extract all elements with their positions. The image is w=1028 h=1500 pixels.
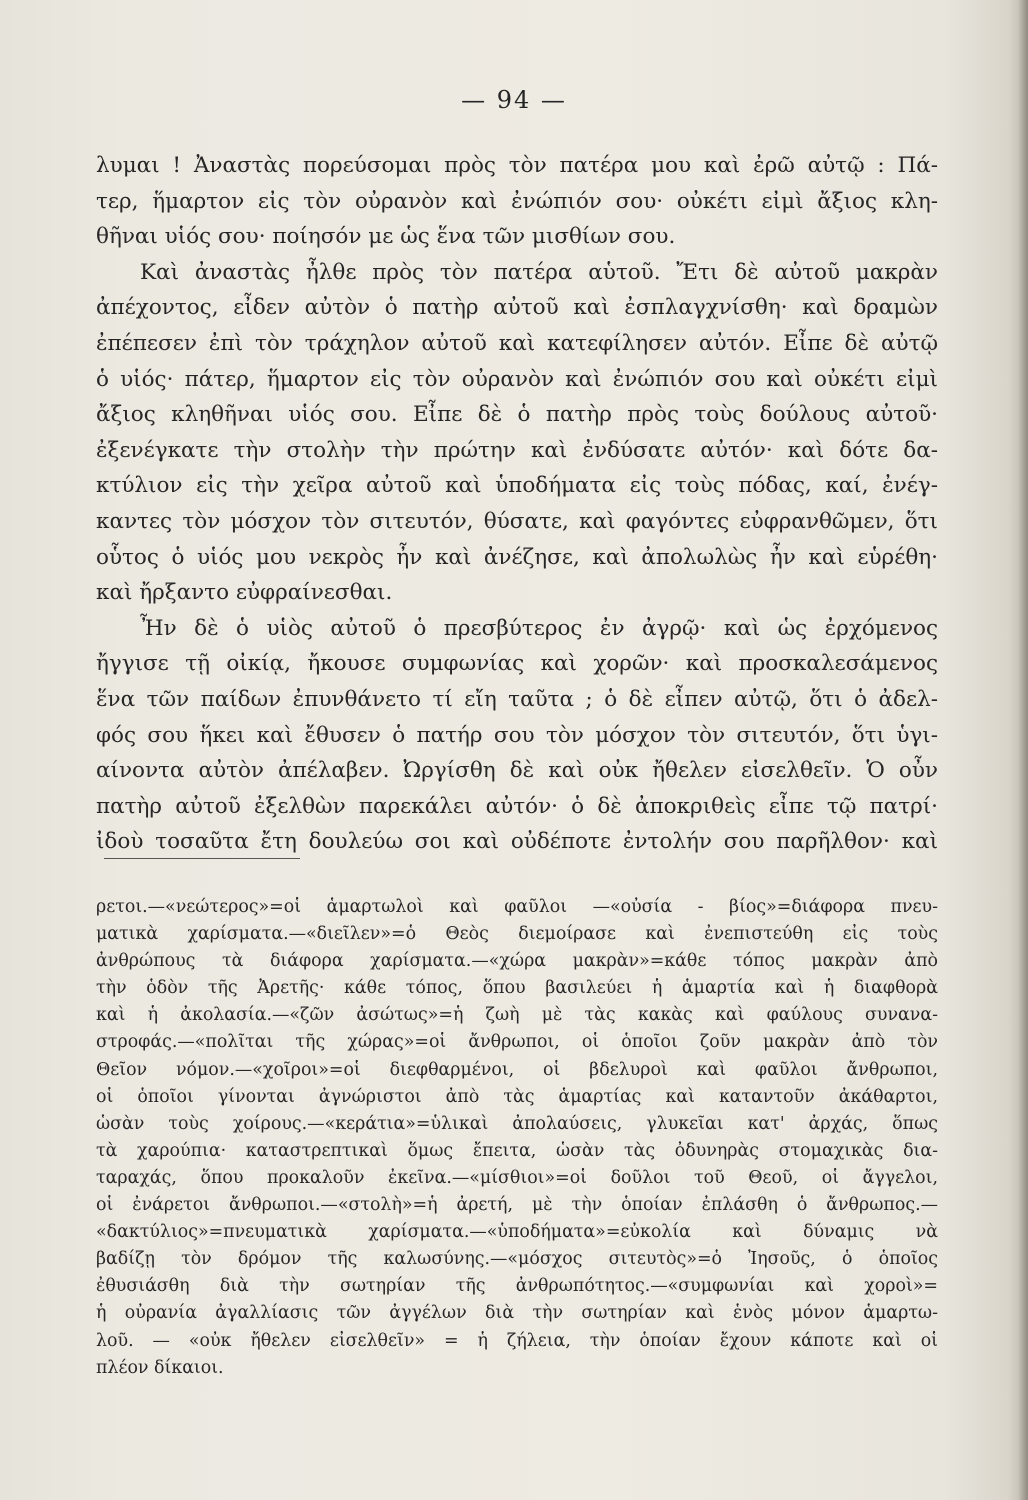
footnote-line: οἱ ὁποῖοι γίνονται ἀγνώριστοι ἀπὸ τὰς ἁμαρτίας καὶ καταντοῦν ἀκάθαρτοι,	[96, 1086, 938, 1107]
text-line: ἄξιος κληθῆναι υἱός σου. Εἶπε δὲ ὁ πατὴρ πρὸς τοὺς δούλους αὐτοῦ·	[96, 402, 938, 428]
footnote-line: οἱ ἐνάρετοι ἄνθρωποι.—«στολὴ»=ἡ ἀρετή, μὲ τὴν ὁποίαν ἐπλάσθη ὁ ἄνθρωπος.—	[96, 1195, 938, 1216]
footnote-line: ἐθυσιάσθη διὰ τὴν σωτηρίαν τῆς ἀνθρωπότητος.—«συμφωνίαι καὶ χοροὶ»=	[96, 1276, 938, 1297]
footnote-line: λοῦ. — «οὐκ ἤθελεν εἰσελθεῖν» = ἡ ζήλεια, τὴν ὁποίαν ἔχουν κάποτε καὶ οἱ	[96, 1330, 938, 1351]
footnote-line: ταραχάς, ὅπου προκαλοῦν ἐκεῖνα.—«μίσθιοι»=οἱ δοῦλοι τοῦ Θεοῦ, οἱ ἄγγελοι,	[96, 1167, 938, 1188]
text-line: λυμαι ! Ἀναστὰς πορεύσομαι πρὸς τὸν πατέρα μου καὶ ἐρῶ αὐτῷ : Πά-	[96, 153, 938, 178]
text-line: τερ, ἥμαρτον εἰς τὸν οὐρανὸν καὶ ἐνώπιόν σου· οὐκέτι εἰμὶ ἄξιος κλη-	[96, 188, 938, 214]
text-line: κτύλιον εἰς τὴν χεῖρα αὐτοῦ καὶ ὑποδήματα εἰς τοὺς πόδας, καί, ἐνέγ-	[96, 473, 938, 499]
text-line: πατὴρ αὐτοῦ ἐξελθὼν παρεκάλει αὐτόν· ὁ δὲ ἀποκριθεὶς εἶπε τῷ πατρί·	[96, 793, 938, 819]
text-line: αίνοντα αὐτὸν ἀπέλαβεν. Ὠργίσθη δὲ καὶ οὐκ ἤθελεν εἰσελθεῖν. Ὁ οὖν	[96, 758, 938, 784]
footnote-line: «δακτύλιος»=πνευματικὰ χαρίσματα.—«ὑποδήματα»=εὐκολία καὶ δύναμις νὰ	[96, 1222, 938, 1243]
text-line: θῆναι υἱός σου· ποίησόν με ὡς ἕνα τῶν μισθίων σου.	[96, 224, 676, 250]
text-line: ἕνα τῶν παίδων ἐπυνθάνετο τί εἴη ταῦτα ; ὁ δὲ εἶπεν αὐτῷ, ὅτι ὁ ἀδελ-	[96, 686, 938, 712]
footnote-line: ρετοι.—«νεώτερος»=οἱ ἁμαρτωλοὶ καὶ φαῦλοι —«οὐσία - βίος»=διάφορα πνευ-	[96, 897, 938, 917]
text-line: ὁ υἱός· πάτερ, ἥμαρτον εἰς τὸν οὐρανὸν καὶ ἐνώπιόν σου καὶ οὐκέτι εἰμὶ	[96, 366, 938, 392]
footnote-line: στροφάς.—«πολῖται τῆς χώρας»=οἱ ἄνθρωποι, οἱ ὁποῖοι ζοῦν μακρὰν ἀπὸ τὸν	[96, 1032, 938, 1053]
footnote-line: ὡσὰν τοὺς χοίρους.—«κεράτια»=ὑλικαὶ ἀπολαύσεις, γλυκεῖαι κατ' ἀρχάς, ὅπως	[96, 1113, 938, 1134]
text-line: ἀπέχοντος, εἶδεν αὐτὸν ὁ πατὴρ αὐτοῦ καὶ ἐσπλαγχνίσθη· καὶ δραμὼν	[96, 295, 938, 321]
footnote-line: τὴν ὁδὸν τῆς Ἀρετῆς· κάθε τόπος, ὅπου βασιλεύει ἡ ἁμαρτία καὶ ἡ διαφθορὰ	[96, 978, 938, 999]
text-line: καντες τὸν μόσχον τὸν σιτευτόν, θύσατε, καὶ φαγόντες εὐφρανθῶμεν, ὅτι	[96, 508, 938, 534]
footnote-divider	[104, 858, 300, 859]
footnote-line: βαδίζῃ τὸν δρόμον τῆς καλωσύνης.—«μόσχος σιτευτὸς»=ὁ Ἰησοῦς, ὁ ὁποῖος	[96, 1249, 938, 1270]
text-line: Ἦν δὲ ὁ υἱὸς αὐτοῦ ὁ πρεσβύτερος ἐν ἀγρῷ· καὶ ὡς ἐρχόμενος	[140, 615, 938, 641]
footnote-line: ματικὰ χαρίσματα.—«διεῖλεν»=ὁ Θεὸς διεμοίρασε καὶ ἐνεπιστεύθη εἰς τοὺς	[96, 924, 938, 945]
footnote-line: ἀνθρώπους τὰ διάφορα χαρίσματα.—«χώρα μακρὰν»=κάθε τόπος μακρὰν ἀπὸ	[96, 951, 938, 972]
footnote-line: πλέον δίκαιοι.	[96, 1357, 224, 1378]
text-line: Καὶ ἀναστὰς ἦλθε πρὸς τὸν πατέρα αὑτοῦ. Ἔτι δὲ αὐτοῦ μακρὰν	[140, 259, 938, 285]
main-text	[96, 148, 938, 860]
text-line: φός σου ἥκει καὶ ἔθυσεν ὁ πατήρ σου τὸν μόσχον τὸν σιτευτόν, ὅτι ὑγι-	[96, 722, 938, 748]
footnote-line: καὶ ἡ ἀκολασία.—«ζῶν ἀσώτως»=ἡ ζωὴ μὲ τὰς κακὰς καὶ φαύλους συνανα-	[96, 1005, 938, 1026]
footnote-line: Θεῖον νόμον.—«χοῖροι»=οἱ διεφθαρμένοι, οἱ βδελυροὶ καὶ φαῦλοι ἄνθρωποι,	[96, 1059, 938, 1080]
text-line: ἐξενέγκατε τὴν στολὴν τὴν πρώτην καὶ ἐνδύσατε αὐτόν· καὶ δότε δα-	[96, 437, 938, 463]
footnote-line: ἡ οὐρανία ἀγαλλίασις τῶν ἀγγέλων διὰ τὴν σωτηρίαν καὶ ἑνὸς μόνον ἁμαρτω-	[96, 1303, 938, 1324]
page-number: — 94 —	[461, 86, 567, 114]
text-line: ἐπέπεσεν ἐπὶ τὸν τράχηλον αὐτοῦ καὶ κατεφίλησεν αὐτόν. Εἶπε δὲ αὐτῷ	[96, 330, 938, 356]
footnotes	[96, 894, 938, 1382]
text-line: ἤγγισε τῇ οἰκίᾳ, ἤκουσε συμφωνίας καὶ χορῶν· καὶ προσκαλεσάμενος	[96, 651, 938, 677]
text-line: καὶ ἤρξαντο εὐφραίνεσθαι.	[96, 580, 393, 606]
page-edge-shadow	[1018, 0, 1028, 1500]
footnote-line: τὰ χαρούπια· καταστρεπτικαὶ ὅμως ἔπειτα, ὡσὰν τὰς ὀδυνηρὰς στομαχικὰς δια-	[96, 1140, 938, 1161]
text-line: ἰδοὺ τοσαῦτα ἔτη δουλεύω σοι καὶ οὐδέποτε ἐντολήν σου παρῆλθον· καὶ	[96, 829, 938, 855]
text-line: οὗτος ὁ υἱός μου νεκρὸς ἦν καὶ ἀνέζησε, καὶ ἀπολωλὼς ἦν καὶ εὑρέθη·	[96, 544, 938, 570]
